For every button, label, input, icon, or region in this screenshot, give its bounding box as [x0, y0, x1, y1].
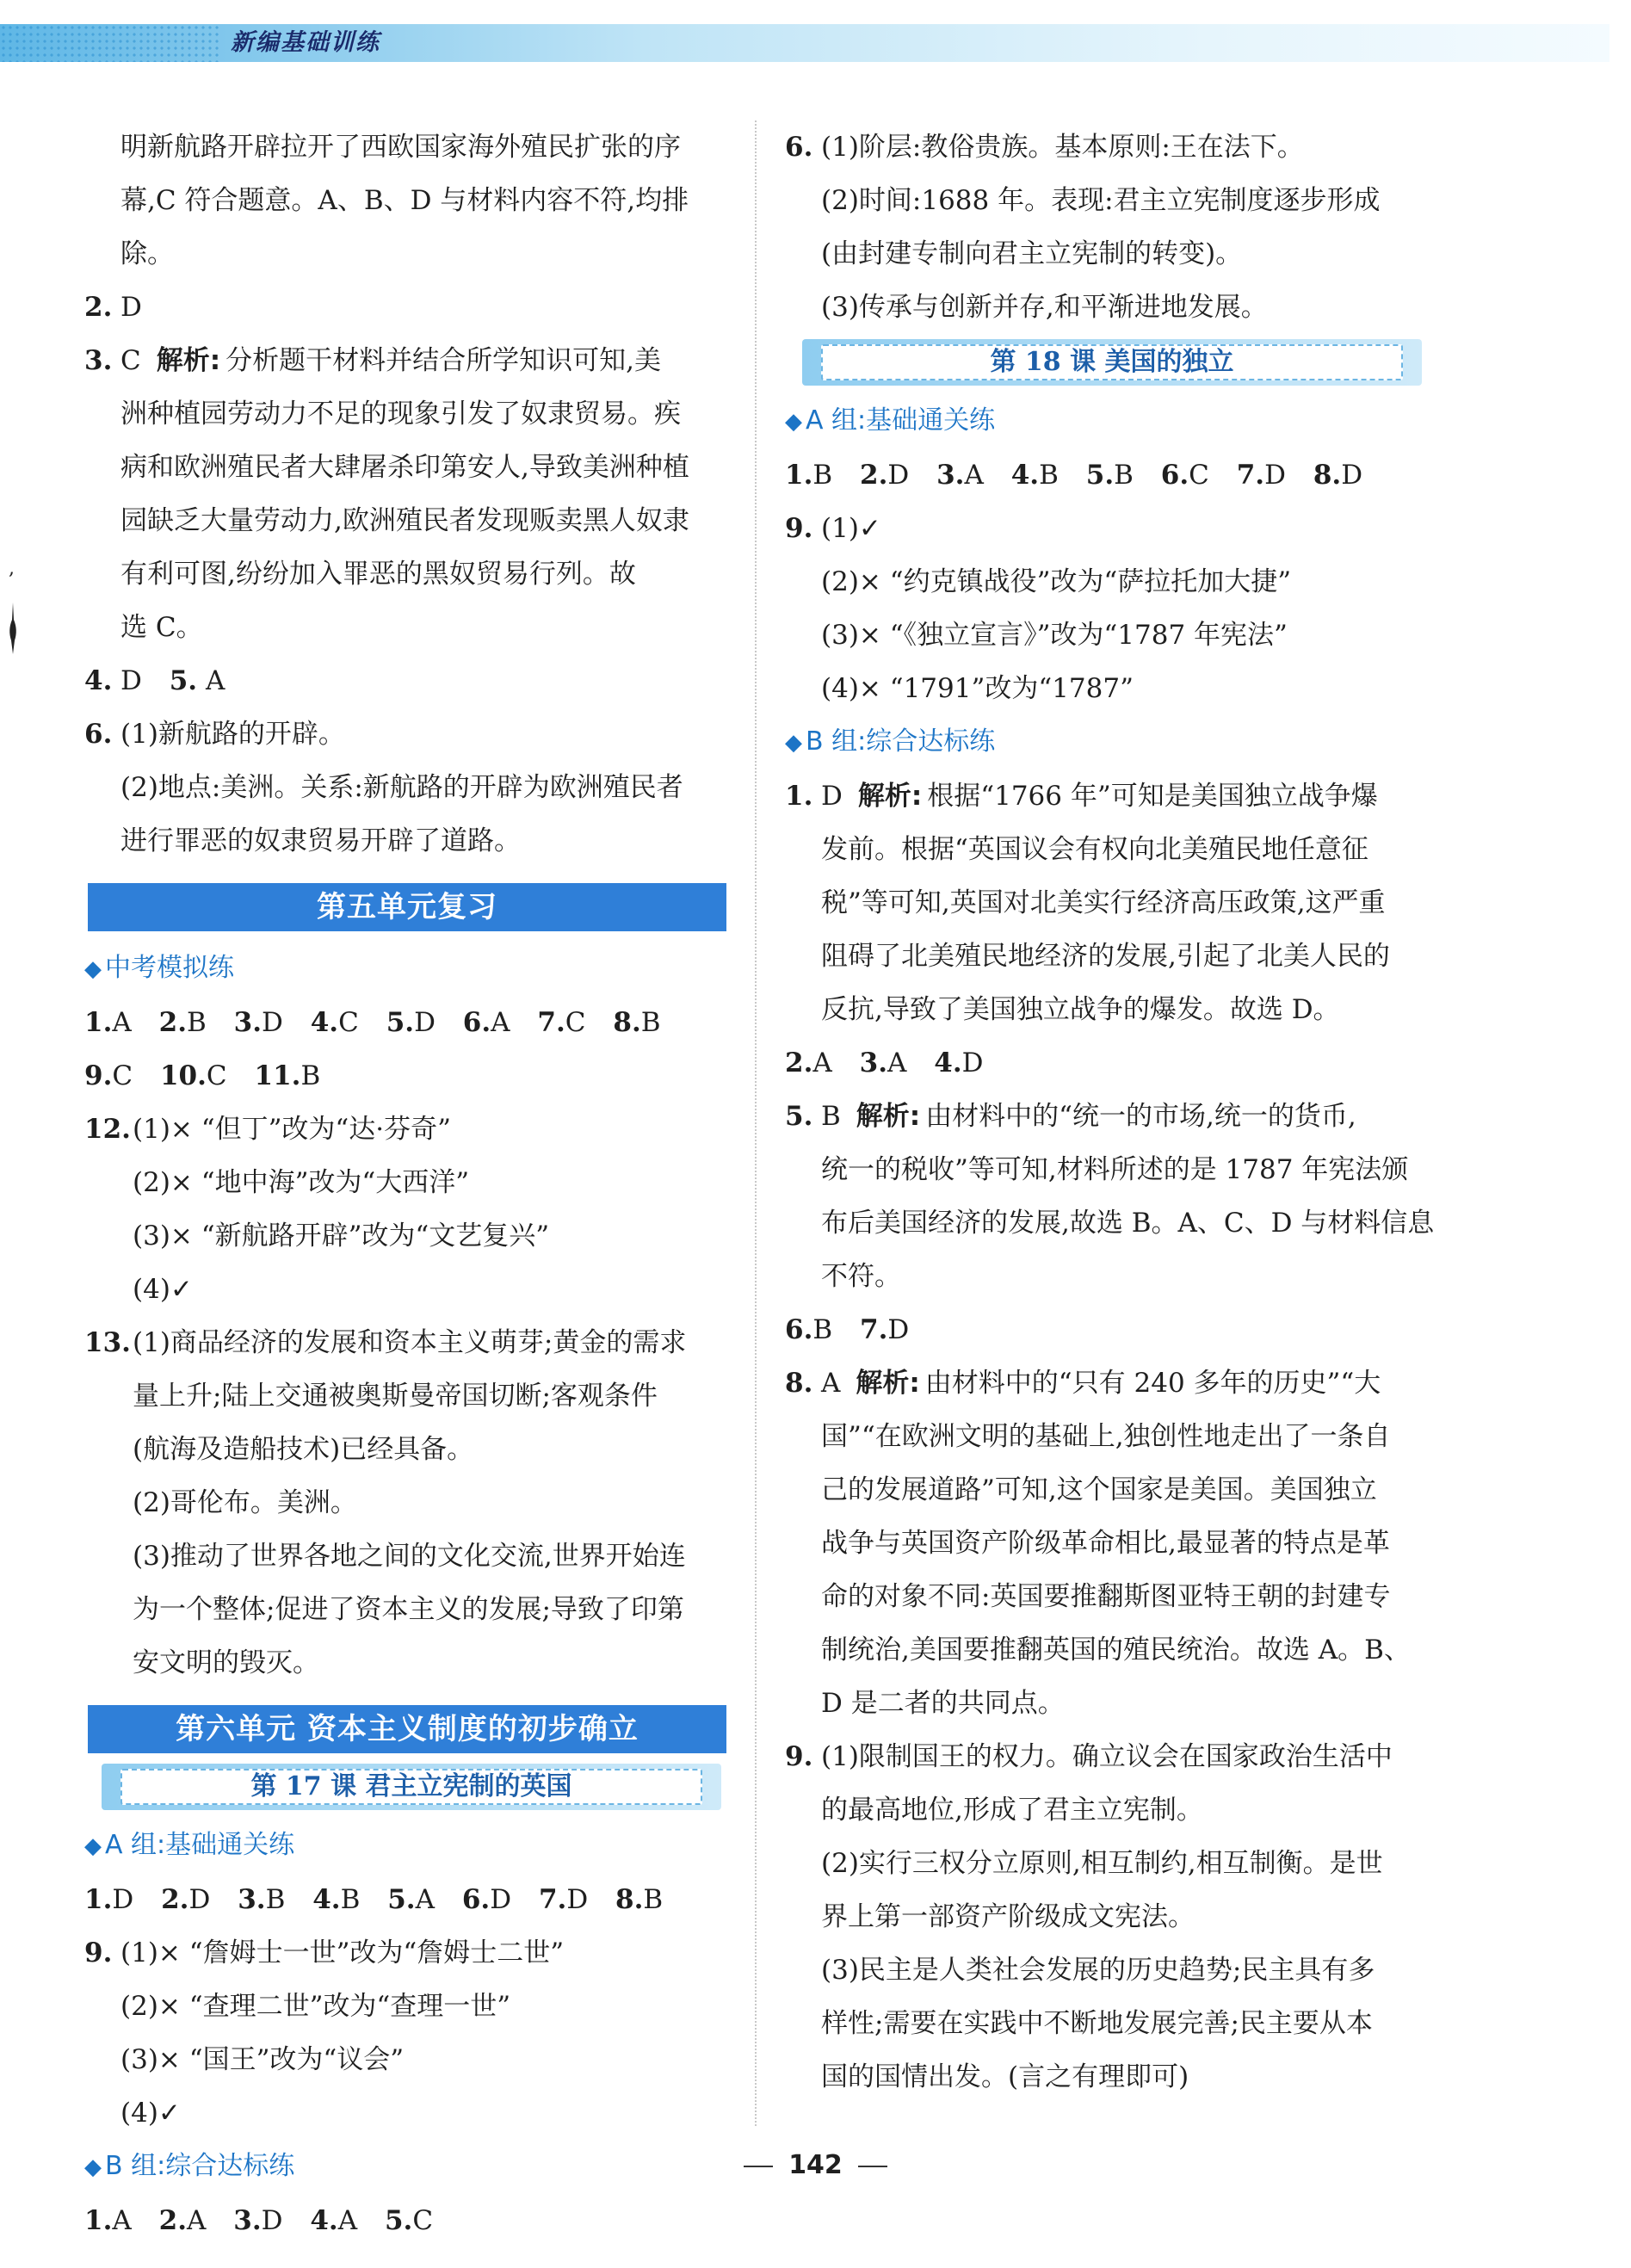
- text-line: 国”“在欧洲文明的基础上,独创性地走出了一条自: [821, 1421, 1391, 1452]
- lesson17-question-6: [785, 121, 1456, 334]
- text-line: (航海及造船技术)已经具备。: [133, 1434, 474, 1465]
- analysis-label: 解析:: [856, 1101, 921, 1132]
- analysis-label: 解析:: [856, 1368, 920, 1399]
- page-number-text: 142: [788, 2150, 843, 2180]
- text-line: 根据“1766 年”可知是美国独立战争爆: [927, 781, 1378, 812]
- answer-pair: [539, 1884, 588, 1915]
- question-number: 2.: [158, 1007, 187, 1038]
- answer: A: [205, 665, 225, 696]
- answer-pair: [386, 1007, 436, 1038]
- text-line: 的最高地位,形成了君主立宪制。: [821, 1795, 1203, 1826]
- text-line: 命的对象不同:英国要推翻斯图亚特王朝的封建专: [821, 1581, 1391, 1612]
- question-number: 4.: [84, 665, 113, 696]
- section-heading: [785, 394, 1456, 448]
- text-line: (2)实行三权分立原则,相互制约,相互制衡。是世: [821, 1848, 1383, 1879]
- question-number: 3.: [936, 460, 965, 491]
- text-line: (1)新航路的开辟。: [120, 719, 345, 750]
- question-number: 6.: [785, 1314, 813, 1345]
- diamond-icon: ◆: [84, 956, 102, 982]
- section-heading: [785, 715, 1456, 769]
- question-number: 6.: [462, 1007, 491, 1038]
- answer: C: [112, 1060, 133, 1091]
- answer-pair: [1237, 460, 1286, 491]
- answer-pair: [233, 2205, 282, 2236]
- answer-row: [84, 1049, 738, 1103]
- question-number: 6.: [1160, 460, 1189, 491]
- answer: B: [1039, 460, 1059, 491]
- answer: B: [1114, 460, 1134, 491]
- text-line: D 是二者的共同点。: [821, 1688, 1065, 1719]
- answer-row: [785, 448, 1456, 502]
- question-number: 5.: [1085, 460, 1115, 491]
- answer: B: [300, 1060, 321, 1091]
- answer: A: [964, 460, 984, 491]
- answer-pair: [238, 1884, 285, 1915]
- analysis-label: 解析:: [857, 781, 923, 812]
- text-line: 由材料中的“统一的市场,统一的货币,: [925, 1101, 1356, 1132]
- answer: C: [412, 2205, 434, 2236]
- answer: A: [812, 1047, 832, 1078]
- text-line: 不符。: [821, 1261, 901, 1292]
- lesson18-banner: [802, 339, 1422, 386]
- text-line: (3)× “《独立宣言》”改为“1787 年宪法”: [821, 620, 1288, 651]
- answer-pair: [613, 1007, 660, 1038]
- section-title: B 组:综合达标练: [806, 726, 996, 757]
- dash-right: [858, 2166, 887, 2167]
- answer-pair: [462, 1884, 511, 1915]
- header-band: [0, 24, 1609, 62]
- answer: B: [265, 1884, 286, 1915]
- text-line: (2)哥伦布。美洲。: [133, 1487, 357, 1518]
- answer: D: [414, 1007, 436, 1038]
- question-number: 2.: [158, 2205, 187, 2236]
- lesson18-question-9: [785, 502, 1456, 715]
- text-line: 统一的税收”等可知,材料所述的是 1787 年宪法颁: [821, 1154, 1409, 1185]
- question-number: 6.: [461, 1884, 491, 1915]
- question-number: 8.: [613, 1007, 641, 1038]
- answer-pair: [537, 1007, 585, 1038]
- question-number: 4.: [312, 1884, 341, 1915]
- question-number: 2.: [785, 1047, 813, 1078]
- answer: D: [821, 781, 843, 812]
- answer-pair: [84, 1007, 132, 1038]
- answer: A: [821, 1368, 841, 1399]
- lesson18-b-question-8: [785, 1356, 1456, 1730]
- answer-pair: [785, 1047, 832, 1078]
- answer: D: [120, 665, 142, 696]
- question-number: 4.: [310, 2205, 338, 2236]
- answer-pair: [159, 2205, 207, 2236]
- continued-answer: [84, 121, 738, 281]
- text-line: (2)时间:1688 年。表现:君主立宪制度逐步形成: [821, 185, 1381, 216]
- margin-mark: ,: [9, 558, 15, 579]
- answer-row: [785, 1036, 1456, 1090]
- unit5-review-banner: 第五单元复习: [88, 883, 726, 931]
- answer: C: [120, 345, 141, 376]
- question-number: 5.: [386, 1007, 415, 1038]
- answer: A: [187, 2205, 207, 2236]
- question-number: 3.: [859, 1047, 887, 1078]
- answer-pair: [255, 1060, 321, 1091]
- text-line: 进行罪恶的奴隶贸易开辟了道路。: [120, 825, 521, 856]
- answer-pair: [860, 460, 909, 491]
- section-heading: [84, 1819, 738, 1873]
- answer: B: [821, 1101, 841, 1132]
- text-line: 己的发展道路”可知,这个国家是美国。美国独立: [821, 1474, 1377, 1505]
- text-line: 病和欧洲殖民者大肆屠杀印第安人,导致美洲种植: [120, 452, 689, 483]
- question-number: 11.: [254, 1060, 301, 1091]
- text-line: (2)× “地中海”改为“大西洋”: [133, 1167, 470, 1198]
- question-number: 3.: [84, 345, 113, 376]
- answer: D: [261, 2205, 283, 2236]
- column-divider: [755, 121, 757, 2126]
- question-number: 6.: [84, 719, 113, 750]
- text-line: (1)× “詹姆士一世”改为“詹姆士二世”: [120, 1937, 565, 1968]
- text-line: 选 C。: [120, 612, 203, 643]
- text-line: 国的国情出发。(言之有理即可): [821, 2061, 1189, 2092]
- section-title: 中考模拟练: [105, 953, 234, 983]
- text-line: (3)传承与创新并存,和平渐进地发展。: [821, 292, 1268, 323]
- question-number: 5.: [387, 1884, 416, 1915]
- answer: D: [887, 1314, 910, 1345]
- question-number: 1.: [84, 1884, 113, 1915]
- question-number: 7.: [538, 1884, 567, 1915]
- section-title: B 组:综合达标练: [105, 2151, 295, 2181]
- answer-pair: [310, 2205, 357, 2236]
- answer: B: [640, 1007, 661, 1038]
- text-line: 为一个整体;促进了资本主义的发展;导致了印第: [133, 1594, 684, 1625]
- text-line: (4)✓: [120, 2098, 181, 2129]
- answer: D: [120, 292, 142, 323]
- answer-pair: [311, 1007, 359, 1038]
- answer: D: [1264, 460, 1286, 491]
- text-line: 布后美国经济的发展,故选 B。A、C、D 与材料信息: [821, 1208, 1435, 1239]
- diamond-icon: ◆: [785, 730, 802, 756]
- answer-pair: [936, 460, 984, 491]
- text-line: 界上第一部资产阶级成文宪法。: [821, 1901, 1195, 1932]
- text-line: (2)× “约克镇战役”改为“萨拉托加大捷”: [821, 566, 1292, 597]
- answer: D: [490, 1884, 512, 1915]
- question-number: 4.: [1010, 460, 1040, 491]
- right-column: [785, 121, 1456, 2104]
- section-title: A 组:基础通关练: [105, 1830, 295, 1860]
- answer: C: [338, 1007, 359, 1038]
- text-line: 样性;需要在实践中不断地发展完善;民主要从本: [821, 2008, 1373, 2039]
- text-line: 反抗,导致了美国独立战争的爆发。故选 D。: [821, 994, 1340, 1025]
- text-line: (1)✓: [821, 513, 881, 544]
- question-number: 8.: [785, 1368, 813, 1399]
- text-line: (2)× “查理二世”改为“查理一世”: [120, 1991, 511, 2022]
- lesson-title: 第 17 课 君主立宪制的英国: [120, 1769, 702, 1805]
- answer: D: [1341, 460, 1363, 491]
- question-number: 10.: [159, 1060, 207, 1091]
- text-line: 阻碍了北美殖民地经济的发展,引起了北美人民的: [821, 941, 1390, 972]
- question-number: 8.: [1313, 460, 1342, 491]
- text-line: (3)民主是人类社会发展的历史趋势;民主具有多: [821, 1955, 1375, 1986]
- answer: D: [566, 1884, 589, 1915]
- question-number: 5.: [384, 2205, 413, 2236]
- question-number: 3.: [233, 2205, 262, 2236]
- lesson17-banner: [102, 1764, 721, 1810]
- answer: A: [415, 1884, 435, 1915]
- text-line: (3)× “新航路开辟”改为“文艺复兴”: [133, 1221, 550, 1251]
- text-line: 安文明的毁灭。: [133, 1647, 319, 1678]
- answer-pair: [234, 1007, 283, 1038]
- question-number: 7.: [860, 1314, 888, 1345]
- answer: C: [1189, 460, 1209, 491]
- answer-row: [84, 1873, 738, 1926]
- answer-pair: [84, 1060, 133, 1091]
- answer-pair: [463, 1007, 510, 1038]
- answer: D: [188, 1884, 211, 1915]
- question-number: 2.: [860, 460, 888, 491]
- text-line: 有利可图,纷纷加入罪恶的黑奴贸易行列。故: [120, 559, 636, 590]
- question-number: 2.: [161, 1884, 189, 1915]
- question-12: [84, 1103, 738, 1316]
- answer-pair: [312, 1884, 360, 1915]
- lesson18-b-question-9: [785, 1730, 1456, 2104]
- answer: B: [643, 1884, 664, 1915]
- question-number: 12.: [84, 1114, 131, 1145]
- text-line: 园缺乏大量劳动力,欧洲殖民者发现贩卖黑人奴隶: [120, 505, 689, 536]
- question-13: [84, 1316, 738, 1690]
- answer: A: [112, 1007, 132, 1038]
- text-line: (由封建专制向君主立宪制的转变)。: [821, 238, 1243, 269]
- answer: C: [565, 1007, 586, 1038]
- text-line: (1)× “但丁”改为“达·芬奇”: [133, 1114, 451, 1145]
- text-line: (1)阶层:教俗贵族。基本原则:王在法下。: [821, 132, 1304, 163]
- question-2: [84, 281, 738, 334]
- lesson18-b-question-5: [785, 1090, 1456, 1303]
- margin-ink-mark: [7, 603, 19, 654]
- answer-pair: [1161, 460, 1209, 491]
- answer-pair: [1313, 460, 1362, 491]
- lesson18-b-question-1: [785, 769, 1456, 1036]
- question-number: 9.: [785, 1741, 813, 1772]
- text-line: 明新航路开辟拉开了西欧国家海外殖民扩张的序: [120, 132, 681, 163]
- question-number: 1.: [785, 460, 813, 491]
- answer: D: [961, 1047, 984, 1078]
- answer-pair: [387, 1884, 435, 1915]
- question-number: 9.: [785, 513, 813, 544]
- answer-row: [785, 1303, 1456, 1356]
- answer-pair: [385, 2205, 433, 2236]
- diamond-icon: ◆: [785, 409, 802, 435]
- answer: D: [887, 460, 910, 491]
- page-number: [0, 2150, 1631, 2180]
- question-number: 9.: [84, 1937, 113, 1968]
- answer-row: [84, 996, 738, 1049]
- question-number: 3.: [233, 1007, 263, 1038]
- answer: B: [812, 460, 833, 491]
- question-number: 9.: [84, 1060, 113, 1091]
- answer-pair: [934, 1047, 983, 1078]
- question-3: [84, 334, 738, 654]
- text-line: (4)✓: [133, 1274, 193, 1305]
- question-6: [84, 708, 738, 868]
- question-number: 1.: [84, 2205, 113, 2236]
- question-number: 5.: [169, 665, 198, 696]
- answer-pair: [84, 2205, 132, 2236]
- diamond-icon: ◆: [84, 1833, 102, 1859]
- answer-pair: [860, 1314, 909, 1345]
- section-heading: [84, 942, 738, 996]
- text-line: 幕,C 符合题意。A、B、D 与材料内容不符,均排除。: [120, 185, 689, 269]
- question-number: 7.: [1236, 460, 1265, 491]
- answer: A: [112, 2205, 132, 2236]
- lesson-title: 第 18 课 美国的独立: [821, 344, 1403, 380]
- answer: B: [187, 1007, 207, 1038]
- answer: D: [112, 1884, 134, 1915]
- text-line: 量上升;陆上交通被奥斯曼帝国切断;客观条件: [133, 1381, 658, 1412]
- section-title: A 组:基础通关练: [806, 405, 996, 436]
- question-number: 4.: [310, 1007, 339, 1038]
- answer: B: [812, 1314, 833, 1345]
- answer-pair: [1086, 460, 1134, 491]
- answer-pair: [860, 1047, 907, 1078]
- diamond-icon: ◆: [84, 2154, 102, 2180]
- header-title: 新编基础训练: [231, 29, 380, 56]
- answer-pair: [785, 1314, 832, 1345]
- answer-pair: [159, 1007, 207, 1038]
- question-number: 3.: [238, 1884, 266, 1915]
- lesson17-question-9: [84, 1926, 738, 2140]
- dash-left: [744, 2166, 773, 2167]
- analysis-label: 解析:: [156, 345, 221, 376]
- answer-pair: [161, 1884, 210, 1915]
- question-number: 1.: [785, 781, 813, 812]
- answer: B: [340, 1884, 361, 1915]
- text-line: (1)商品经济的发展和资本主义萌芽;黄金的需求: [133, 1327, 687, 1358]
- answer: A: [491, 1007, 510, 1038]
- text-line: 税”等可知,英国对北美实行经济高压政策,这严重: [821, 887, 1386, 918]
- question-number: 13.: [84, 1327, 131, 1358]
- answer-row: [84, 2194, 738, 2247]
- questions-4-5: [84, 654, 738, 708]
- text-line: 战争与英国资产阶级革命相比,最显著的特点是革: [821, 1528, 1390, 1559]
- answer: D: [262, 1007, 283, 1038]
- text-line: 由材料中的“只有 240 多年的历史”“大: [924, 1368, 1381, 1399]
- text-line: (4)× “1791”改为“1787”: [821, 673, 1134, 704]
- text-line: 洲种植园劳动力不足的现象引发了奴隶贸易。疾: [120, 399, 681, 429]
- answer: A: [337, 2205, 358, 2236]
- question-number: 4.: [934, 1047, 962, 1078]
- answer: C: [206, 1060, 227, 1091]
- header-dot-pattern: [0, 24, 219, 62]
- answer: A: [887, 1047, 907, 1078]
- unit6-banner: 第六单元 资本主义制度的初步确立: [88, 1705, 726, 1753]
- answer-pair: [615, 1884, 663, 1915]
- text-line: 制统治,美国要推翻英国的殖民统治。故选 A。B、: [821, 1635, 1411, 1665]
- question-number: 2.: [84, 292, 113, 323]
- answer-pair: [1011, 460, 1059, 491]
- text-line: (3)× “国王”改为“议会”: [120, 2044, 405, 2075]
- question-number: 6.: [785, 132, 813, 163]
- answer-pair: [160, 1060, 227, 1091]
- text-line: (3)推动了世界各地之间的文化交流,世界开始连: [133, 1541, 686, 1572]
- text-line: 分析题干材料并结合所学知识可知,美: [225, 345, 661, 376]
- question-number: 8.: [615, 1884, 644, 1915]
- answer-pair: [84, 1884, 133, 1915]
- text-line: (2)地点:美洲。关系:新航路的开辟为欧洲殖民者: [120, 772, 683, 803]
- question-number: 7.: [537, 1007, 565, 1038]
- answer-pair: [785, 460, 832, 491]
- left-column: [84, 121, 738, 2247]
- question-number: 5.: [785, 1101, 813, 1132]
- text-line: 发前。根据“英国议会有权向北美殖民地任意征: [821, 834, 1368, 865]
- question-number: 1.: [84, 1007, 113, 1038]
- text-line: (1)限制国王的权力。确立议会在国家政治生活中: [821, 1741, 1393, 1772]
